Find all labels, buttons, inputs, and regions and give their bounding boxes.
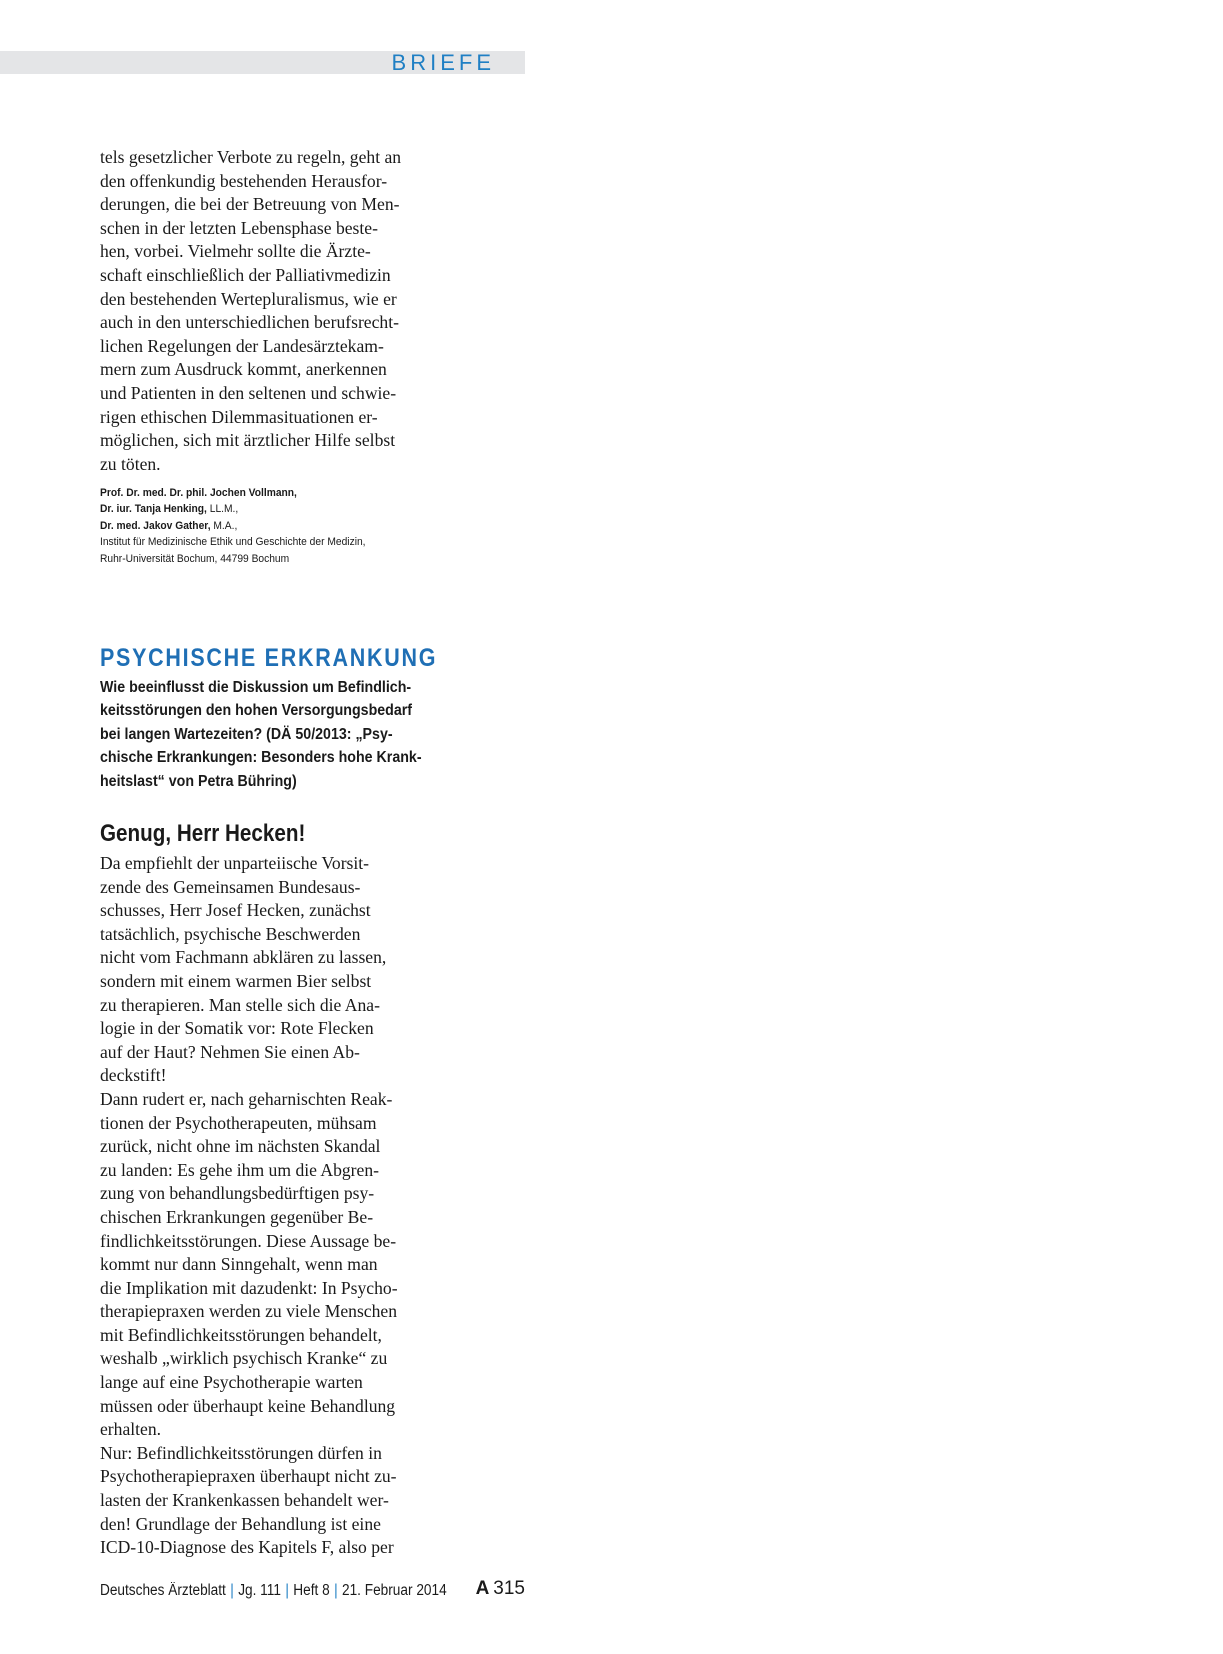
page-number — [476, 1578, 525, 1600]
page-number-value: 315 — [493, 1578, 525, 1599]
footer-date: 21. Februar 2014 — [342, 1582, 447, 1599]
footer-issue: Heft 8 — [293, 1582, 330, 1599]
footer-volume: Jg. 111 — [238, 1582, 281, 1599]
footer-journal: Deutsches Ärzteblatt — [100, 1582, 226, 1599]
letter2-body: Da empfiehlt der unparteiische Vorsit- zende des Gemeinsamen Bundesaus- schusses, Herr Josef Hecken, zunächst tatsächlich, psychische Beschwerden nicht vom Fachmann abklären zu lassen, sondern mit einem warmen Bier selbst zu therapieren. Man stelle sich die Ana- logie in der Somatik vor: Rote Flecken auf der Haut? Nehmen Sie einen Ab- deckstift! Dann rudert er, nach geharnischten Reak- tionen der Psychotherapeuten, mühsam zurück, nicht ohne im nächsten Skandal zu landen: Es gehe ihm um die Abgren- zung von behandlungsbedürftigen psy- chischen Erkrankungen gegenüber Be- findlichkeitsstörungen. Diese Aussage be- kommt nur dann Sinngehalt, wenn man die Implikation mit dazudenkt: In Psycho- therapiepraxen werden zu viele Menschen mit Befindlichkeitsstörungen behandelt, weshalb „wirklich psychisch Kranke“ zu lange auf eine Psychotherapie warten müssen oder überhaupt keine Behandlung erhalten. Nur: Befindlichkeitsstörungen dürfen in Psychotherapiepraxen überhaupt nicht zu- lasten der Krankenkassen behandelt wer- den! Grundlage der Behandlung ist eine ICD-10-Diagnose des Kapitels F, also per — [100, 853, 398, 1558]
section-title: BRIEFE — [391, 50, 495, 75]
footer-separator: | — [285, 1582, 289, 1599]
footer-separator: | — [230, 1582, 234, 1599]
section-header-bar — [0, 51, 525, 74]
signature-address: Ruhr-Universität Bochum, 44799 Bochum — [100, 552, 290, 565]
letter1-body: tels gesetzlicher Verbote zu regeln, geht an den offenkundig bestehenden Herausfor- derungen, die bei der Betreuung von Men- schen in der letzten Lebensphase beste- hen, vorbei. Vielmehr sollte die Ärzte- schaft einschließlich der Palliativmedizin den bestehenden Wertepluralismus, wie er auch in den unterschiedlichen berufsrecht- lichen Regelungen der Landesärztekam- mern zum Ausdruck kommt, anerkennen und Patienten in den seltenen und schwie- rigen ethischen Dilemmasituationen er- möglichen, sich mit ärztlicher Hilfe selbst zu töten. — [100, 147, 402, 474]
topic-intro: Wie beeinflusst die Diskussion um Befindlich- keitsstörungen den hohen Versorgungsbedarf bei langen Wartezeiten? (DÄ 50/2013: „Psy- chische Erkrankungen: Besonders hohe Krank- heitslast“ von Petra Bühring) — [100, 679, 422, 790]
signature-author-1: Prof. Dr. med. Dr. phil. Jochen Vollmann, — [100, 487, 297, 499]
letter1-signature — [100, 485, 397, 567]
page-prefix: A — [475, 1578, 490, 1599]
signature-author-2: Dr. iur. Tanja Henking, LL.M., — [100, 503, 239, 516]
page-footer — [100, 1582, 447, 1600]
signature-author-3: Dr. med. Jakov Gather, M.A., — [100, 519, 238, 532]
letter2-title: Genug, Herr Hecken! — [100, 820, 306, 847]
signature-institute: Institut für Medizinische Ethik und Geschichte der Medizin, — [100, 536, 366, 549]
topic-title: PSYCHISCHE ERKRANKUNG — [100, 644, 438, 672]
footer-separator: | — [334, 1582, 338, 1599]
